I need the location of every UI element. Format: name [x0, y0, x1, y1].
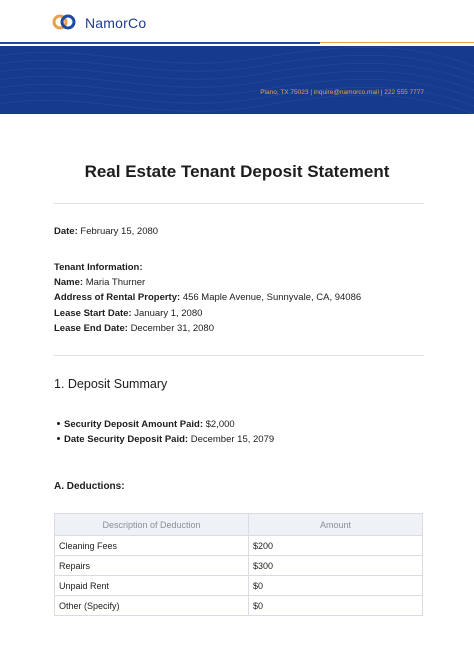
deduction-amount: $300 — [249, 556, 423, 576]
deductions-heading: A. Deductions: — [54, 481, 125, 492]
column-header-amount: Amount — [249, 514, 423, 536]
tenant-info-label: Tenant Information: — [54, 262, 143, 273]
deduction-description: Cleaning Fees — [55, 536, 249, 556]
table-row — [55, 536, 423, 556]
address-line — [54, 292, 361, 303]
lease-end-label: Lease End Date: — [54, 323, 128, 334]
lease-end-line — [54, 323, 214, 334]
table-row — [55, 556, 423, 576]
date-line — [54, 226, 158, 237]
lease-start-line — [54, 308, 202, 319]
document-title: Real Estate Tenant Deposit Statement — [84, 162, 390, 181]
deduction-description: Repairs — [55, 556, 249, 576]
list-item — [57, 419, 235, 430]
tenant-info-heading — [54, 262, 142, 273]
lease-start-label: Lease Start Date: — [54, 308, 132, 319]
deposit-amount-label: Security Deposit Amount Paid: — [64, 419, 203, 430]
brand-name: NamorCo — [85, 15, 147, 31]
divider — [54, 355, 424, 356]
banner — [0, 46, 474, 114]
namorco-logo-icon — [52, 13, 76, 31]
lease-end-value: December 31, 2080 — [130, 323, 215, 334]
address-label: Address of Rental Property: — [54, 292, 181, 303]
lease-start-value: January 1, 2080 — [134, 308, 203, 319]
deduction-amount: $0 — [249, 596, 423, 616]
column-header-description: Description of Deduction — [55, 514, 249, 536]
deduction-amount: $200 — [249, 536, 423, 556]
deductions-table — [54, 513, 423, 616]
address-value: 456 Maple Avenue, Sunnyvale, CA, 94086 — [182, 292, 362, 303]
deposit-summary-heading: 1. Deposit Summary — [54, 377, 168, 391]
deduction-amount: $0 — [249, 576, 423, 596]
divider — [54, 203, 424, 204]
table-header-row — [55, 514, 423, 536]
deduction-description: Other (Specify) — [55, 596, 249, 616]
name-value: Maria Thurner — [85, 277, 146, 288]
bullet-icon — [57, 422, 60, 425]
date-label: Date: — [54, 226, 78, 237]
deduction-description: Unpaid Rent — [55, 576, 249, 596]
name-label: Name: — [54, 277, 84, 288]
header-primary-line — [0, 42, 320, 44]
deposit-amount-value: $2,000 — [205, 419, 235, 430]
deposit-date-value: December 15, 2079 — [190, 434, 275, 445]
deposit-date-label: Date Security Deposit Paid: — [64, 434, 189, 445]
list-item — [57, 434, 274, 445]
header — [0, 0, 474, 44]
bullet-icon — [57, 437, 60, 440]
table-row — [55, 596, 423, 616]
contact-info: Plano, TX 75023 | inquire@namorco.mail | 222 555 7777 — [260, 89, 424, 96]
table-row — [55, 576, 423, 596]
date-value: February 15, 2080 — [80, 226, 159, 237]
tenant-name-line — [54, 277, 145, 288]
banner-wave-pattern — [0, 46, 474, 114]
